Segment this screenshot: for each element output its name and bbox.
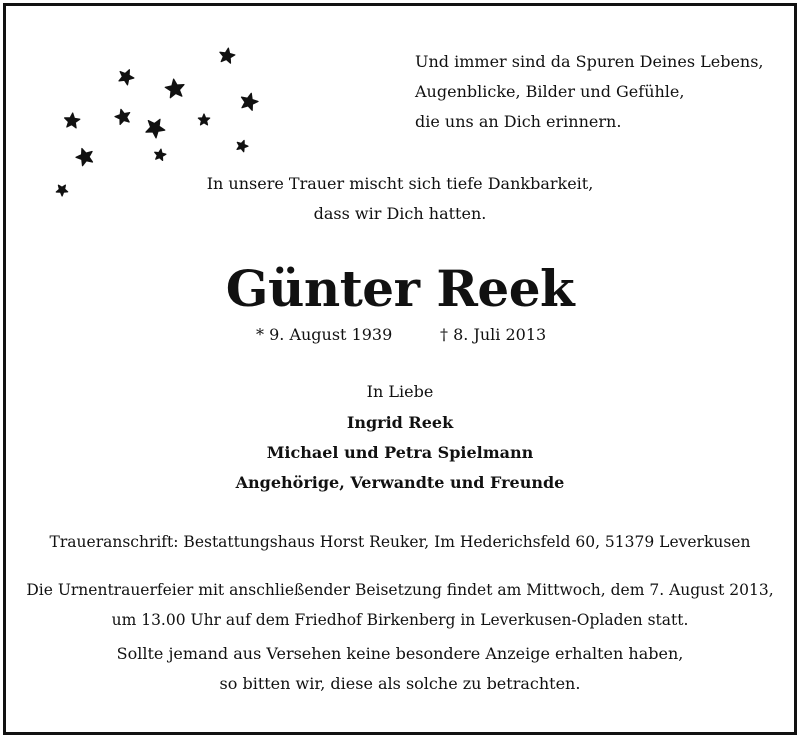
star-icon [237,140,248,151]
quote-line: die uns an Dich erinnern. [415,112,622,131]
star-icon [165,79,184,98]
star-icon [146,119,165,138]
notice-info [0,639,800,699]
gratitude-block [0,169,800,229]
birth-date: * 9. August 1939 [256,325,393,344]
star-icon [220,48,235,63]
quote-block [415,47,764,137]
mourner-name: Angehörige, Verwandte und Freunde [235,473,565,492]
star-icon [242,93,259,110]
star-icon [76,149,93,166]
quote-line: Und immer sind da Spuren Deines Lebens, [415,52,764,71]
star-icon [65,113,80,128]
quote-line: Augenblicke, Bilder und Gefühle, [415,82,685,101]
deceased-name: Günter Reek [225,259,575,318]
death-date: † 8. Juli 2013 [440,325,547,344]
gratitude-line: dass wir Dich hatten. [313,204,487,223]
mourning-address: Traueranschrift: Bestattungshaus Horst Reuker, Im Hederichsfeld 60, 51379 Leverkusen [49,533,751,551]
star-icon [155,149,166,160]
mourners-intro: In Liebe [366,382,434,401]
mourners-list [0,408,800,498]
notice-line: Sollte jemand aus Versehen keine besondere Anzeige erhalten haben, [116,644,684,663]
star-icon [119,70,134,85]
ceremony-line: Die Urnentrauerfeier mit anschließender Beisetzung findet am Mittwoch, dem 7. August 2013, [26,581,774,599]
ceremony-info [0,575,800,635]
star-icon [198,114,209,125]
star-icon [115,109,130,124]
gratitude-line: In unsere Trauer mischt sich tiefe Dankbarkeit, [206,174,594,193]
notice-line: so bitten wir, diese als solche zu betrachten. [219,674,581,693]
ceremony-line: um 13.00 Uhr auf dem Friedhof Birkenberg in Leverkusen-Opladen statt. [111,611,689,629]
mourner-name: Michael und Petra Spielmann [266,443,534,462]
mourner-name: Ingrid Reek [346,413,454,432]
